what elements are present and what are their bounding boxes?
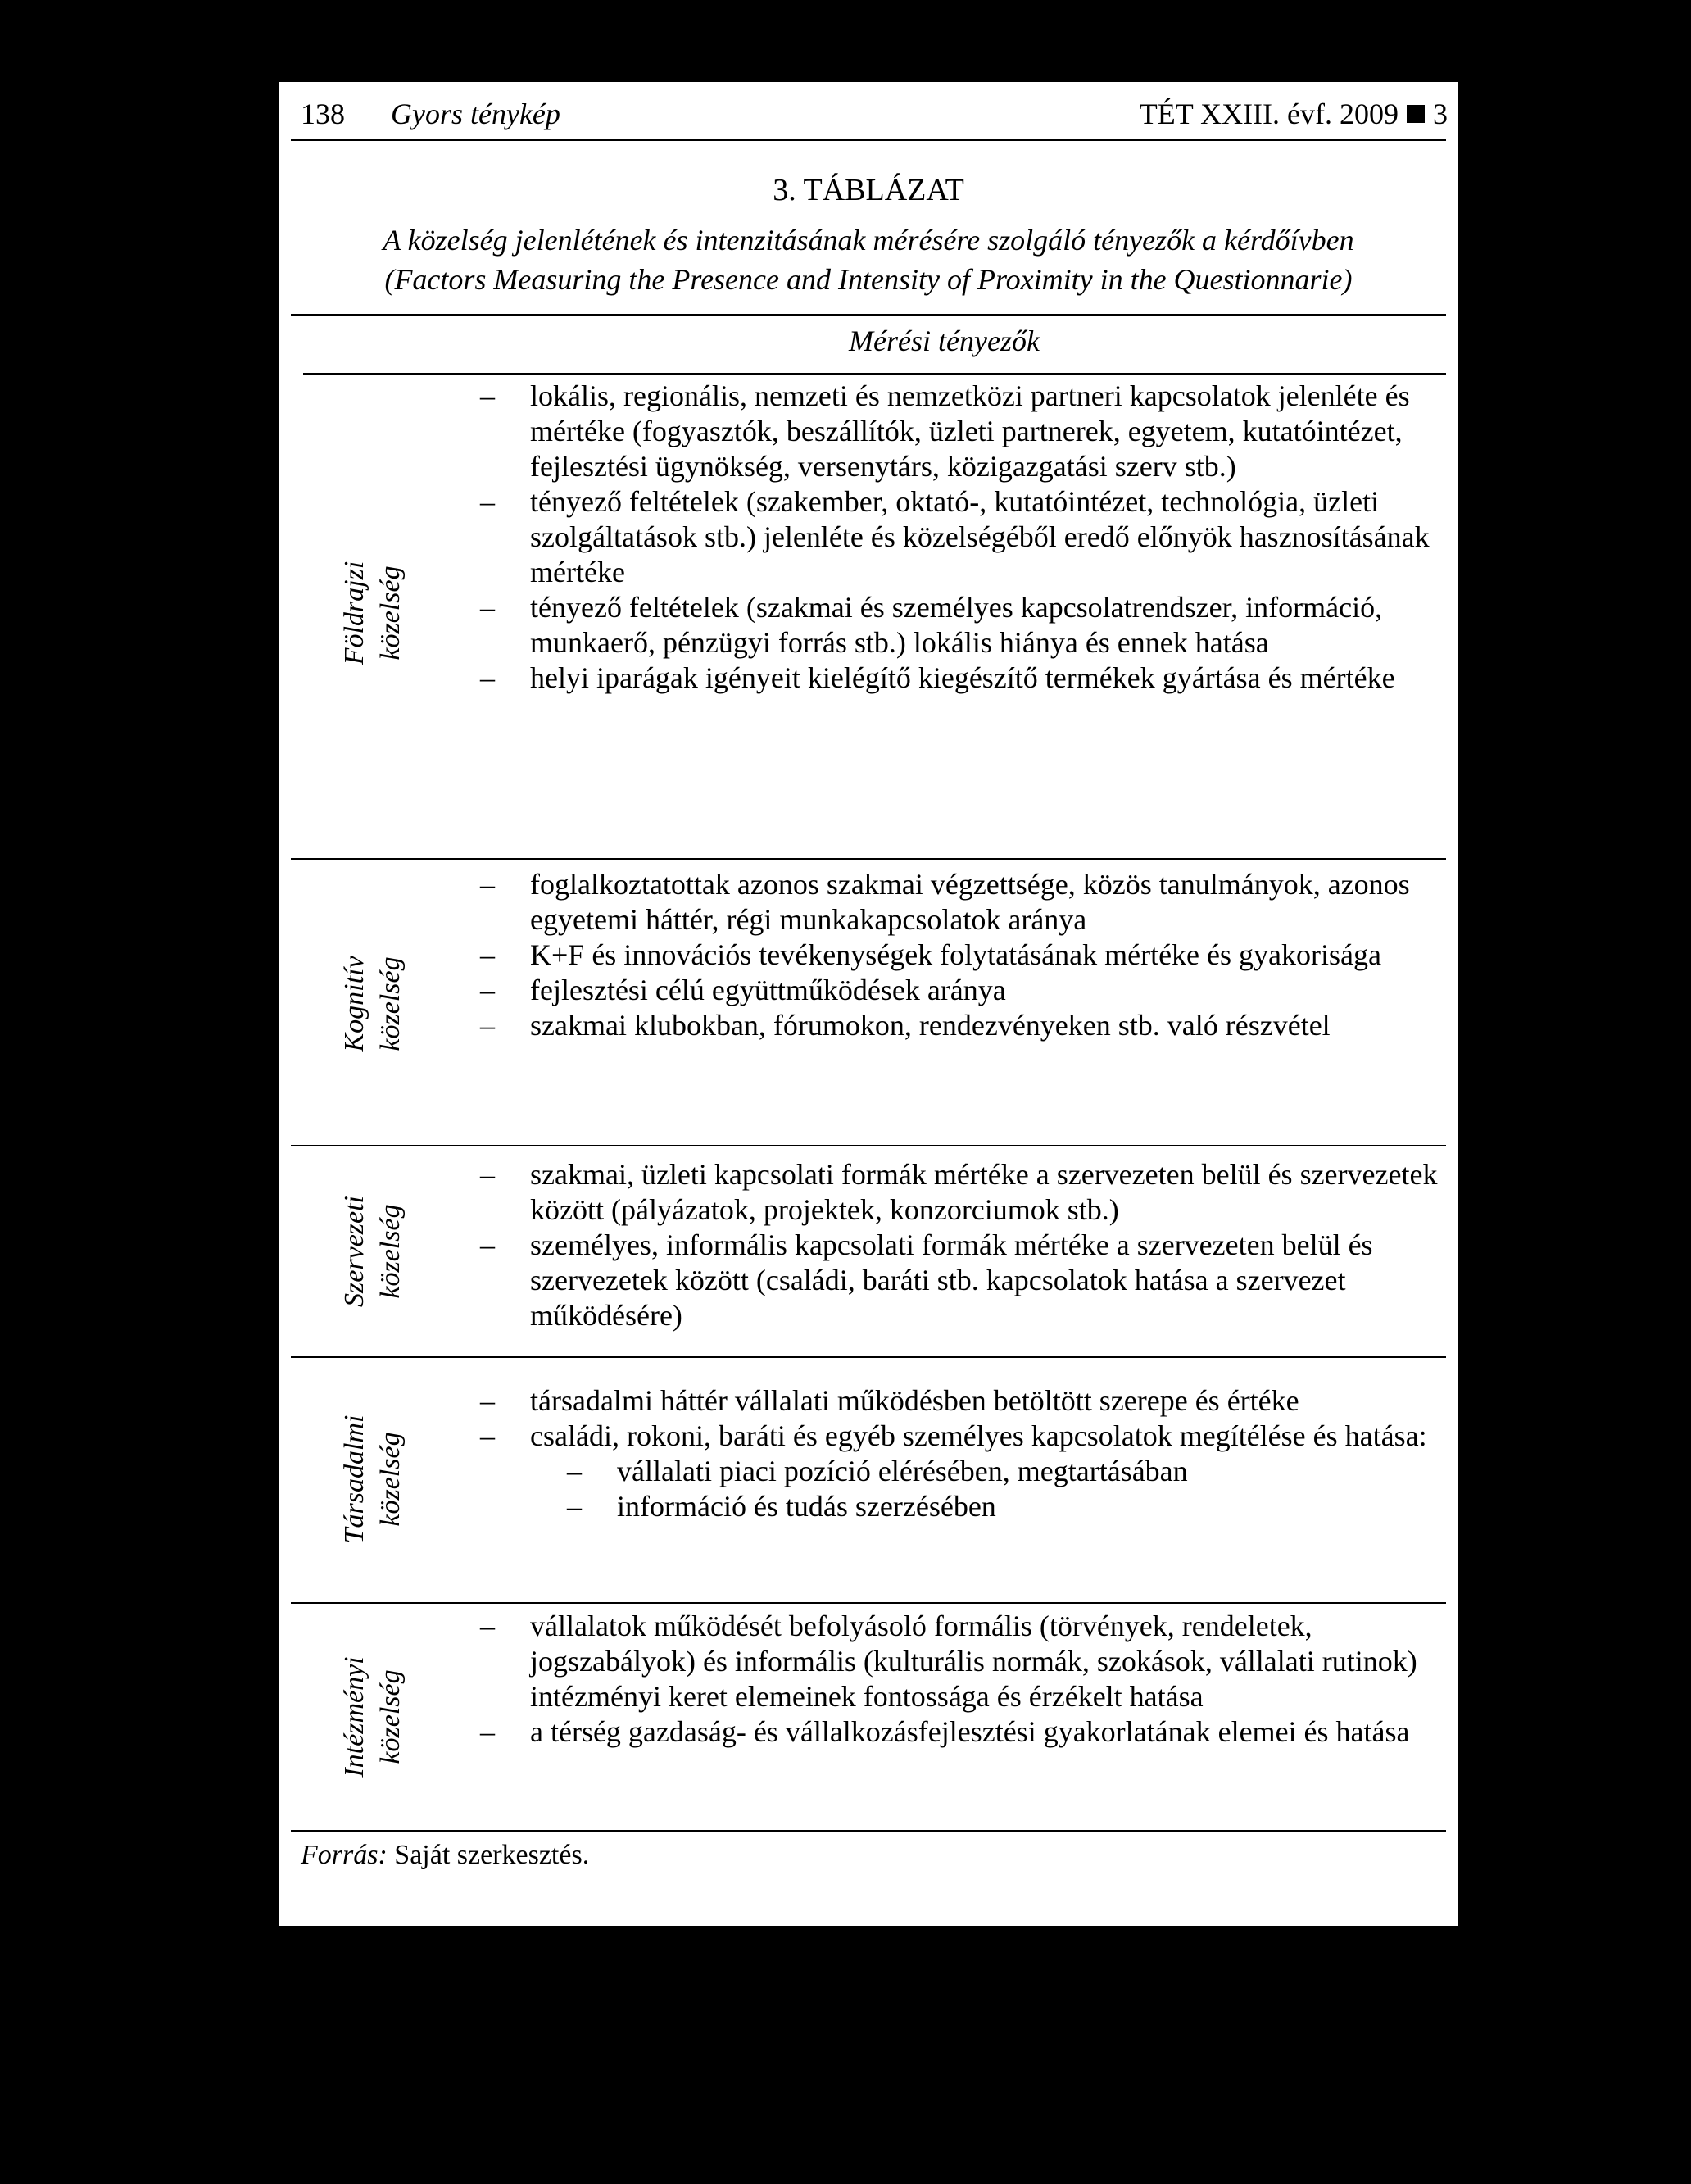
dash-icon: – [480,1228,495,1261]
list-item: – tényező feltételek (szakmai és személyes kapcsolatrendszer, információ, munkaerő, pénzügyi forrás stb.) lokális hiánya és ennek hatása [471,590,1438,661]
category-label: Intézményi [339,1656,369,1778]
list-item: – tényező feltételek (szakember, oktató-, kutatóintézet, technológia, üzleti szolgáltatások stb.) jelenléte és közelségéből eredő előnyök hasznosításának mértéke [471,484,1438,590]
category-label: közelség [375,1432,406,1527]
page-number: 138 [301,98,345,130]
table-bottom-rule [291,1830,1446,1832]
category-label: közelség [375,1669,406,1764]
table-title-english: (Factors Measuring the Presence and Intensity of Proximity in the Questionnarie) [384,263,1353,296]
row-items-social [471,1383,1438,1524]
list-item: – lokális, regionális, nemzeti és nemzetközi partneri kapcsolatok jelenléte és mértéke (fogyasztók, beszállítók, üzleti partnerek, egyetem, kutatóintézet, fejlesztési ügynökség, versenytárs, közigazgatási szerv stb.) [471,379,1438,484]
dash-icon: – [480,661,495,694]
row-divider [291,1145,1446,1146]
list-item: – fejlesztési célú együttműködések aránya [471,973,1438,1008]
square-bullet-icon [1407,105,1425,123]
row-items-organizational [471,1157,1438,1333]
dash-icon: – [480,1384,495,1417]
dash-icon: – [480,1419,495,1452]
list-item: – helyi iparágak igényeit kielégítő kiegészítő termékek gyártása és mértéke [471,661,1438,696]
list-item: – K+F és innovációs tevékenységek folytatásának mértéke és gyakorisága [471,938,1438,973]
dash-icon: – [480,1610,495,1642]
dash-icon: – [480,1715,495,1748]
journal-info [1140,97,1448,131]
list-item: – szakmai, üzleti kapcsolati formák mértéke a szervezeten belül és szervezetek között (pályázatok, projektek, konzorciumok stb.) [471,1157,1438,1228]
category-label: Földrajzi [339,561,369,665]
list-item: – a térség gazdaság- és vállalkozásfejlesztési gyakorlatának elemei és hatása [471,1714,1438,1750]
row-items-geographic [471,379,1438,696]
dash-icon: – [480,868,495,901]
category-label: közelség [375,956,406,1051]
section-title: Gyors ténykép [391,98,560,130]
category-organizational [311,1149,434,1354]
sub-list-item: – vállalati piaci pozíció elérésében, megtartásában [471,1454,1438,1489]
dash-icon: – [480,938,495,971]
source-text: Saját szerkesztés. [394,1840,590,1870]
table-title: A közelség jelenlétének és intenzitásának mérésére szolgáló tényezők a kérdőívben [383,224,1354,257]
dash-icon: – [567,1490,582,1523]
column-header: Mérési tényezők [849,325,1040,357]
table-top-rule [291,314,1446,316]
list-item: – társadalmi háttér vállalati működésben betöltött szerepe és értéke [471,1383,1438,1419]
source-label: Forrás: [301,1840,388,1870]
list-item: – családi, rokoni, baráti és egyéb személyes kapcsolatok megítélése és hatása: [471,1419,1438,1454]
journal-volume: TÉT XXIII. évf. 2009 [1139,98,1399,130]
dash-icon: – [567,1455,582,1487]
list-item: – foglalkoztatottak azonos szakmai végzettsége, közös tanulmányok, azonos egyetemi háttér, régi munkakapcsolatok aránya [471,867,1438,938]
header-rule [291,139,1446,141]
dash-icon: – [480,485,495,518]
header-bottom-rule [303,373,1446,375]
category-label: Társadalmi [339,1414,369,1544]
row-divider [291,858,1446,860]
list-item: – vállalatok működését befolyásoló formális (törvények, rendeletek, jogszabályok) és informális (kulturális normák, szokások, vállalati rutinok) intézményi keret elemeinek fontossága és érzékelt hatása [471,1609,1438,1714]
list-item: – személyes, informális kapcsolati formák mértéke a szervezeten belül és szervezetek között (családi, baráti stb. kapcsolatok hatása a szervezet működésére) [471,1228,1438,1333]
category-social [311,1360,434,1598]
row-divider [291,1602,1446,1604]
dash-icon: – [480,974,495,1006]
list-item: – szakmai klubokban, fórumokon, rendezvényeken stb. való részvétel [471,1008,1438,1043]
category-cognitive [311,862,434,1145]
category-label: Kognitív [339,955,369,1052]
row-items-cognitive [471,867,1438,1043]
dash-icon: – [480,379,495,412]
row-items-institutional [471,1609,1438,1750]
dash-icon: – [480,1158,495,1191]
category-label: közelség [375,1204,406,1299]
journal-issue: 3 [1433,98,1448,130]
category-label: Szervezeti [339,1196,369,1307]
dash-icon: – [480,591,495,624]
table-number: 3. TÁBLÁZAT [773,173,964,207]
category-institutional [311,1606,434,1828]
row-divider [291,1356,1446,1358]
dash-icon: – [480,1009,495,1042]
category-geographic [311,377,434,848]
source-note [301,1840,589,1871]
sub-list-item: – információ és tudás szerzésében [471,1489,1438,1524]
category-label: közelség [375,565,406,661]
